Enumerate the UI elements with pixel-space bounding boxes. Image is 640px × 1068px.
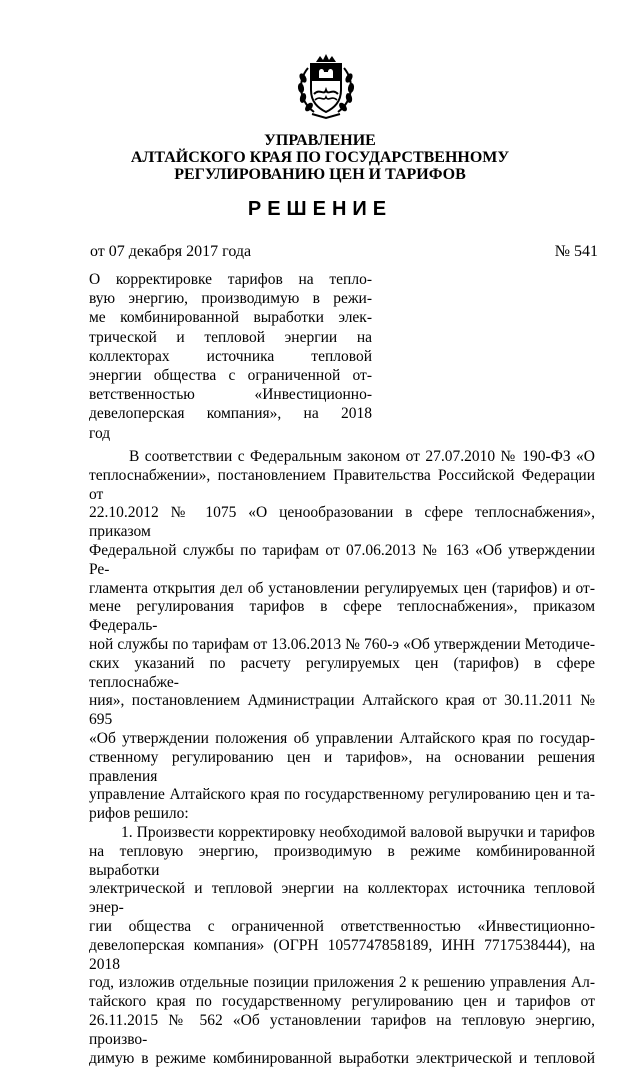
preamble-line: гламента открытия дел об установлении регулируемых цен (тарифов) и от- [89,580,595,599]
item-1-line: электрической и тепловой энергии на коллекторах источника тепловой энер- [89,880,595,918]
preamble-line: ских указаний по расчету регулируемых цен (тарифов) в сфере теплоснабже- [89,655,595,693]
preamble-line: Федеральной службы по тарифам от 07.06.2013 № 163 «Об утверждении Ре- [89,542,595,580]
document-date: от 07 декабря 2017 года [90,243,251,261]
preamble-line: В соответствии с Федеральным законом от 27.07.2010 № 190-ФЗ «О [89,448,595,467]
item-1-line: год, изложив отдельные позиции приложения 2 к решению управления Ал- [89,974,595,993]
subject-line: вую энергию, производимую в режи- [89,289,372,308]
item-1-line: гии общества с ограниченной ответственностью «Инвестиционно- [89,918,595,937]
item-1-line: 1. Произвести корректировку необходимой валовой выручки и тарифов [89,824,595,843]
preamble-line: мене регулирования тарифов в сфере теплоснабжения», приказом Федераль- [89,598,595,636]
item-1-line: тайского края по государственному регулированию цен и тарифов от [89,993,595,1012]
item-1-line: 26.11.2015 № 562 «Об установлении тарифов на тепловую энергию, произво- [89,1012,595,1050]
subject-line: девелоперская компания», на 2018 [89,404,372,423]
subject-line: ме комбинированной выработки элек- [89,308,372,327]
preamble-line: управление Алтайского края по государственному регулированию цен и та- [89,786,595,805]
issuer-line-3: РЕГУЛИРОВАНИЮ ЦЕН И ТАРИФОВ [0,166,640,183]
issuer-header [0,132,640,183]
issuer-line-1: УПРАВЛЕНИЕ [0,132,640,149]
preamble-line: ственному регулированию цен и тарифов», на основании решения правления [89,749,595,787]
preamble-line: ной службы по тарифам от 13.06.2013 № 760-э «Об утверждении Методиче- [89,636,595,655]
subject-line: О корректировке тарифов на тепло- [89,270,372,289]
document-body [89,448,595,1068]
preamble-line: теплоснабжении», постановлением Правительства Российской Федерации от [89,467,595,505]
altai-krai-coat-of-arms-icon [294,50,358,122]
preamble-line: рифов решило: [89,805,595,824]
subject-line: коллекторах источника тепловой [89,347,372,366]
document-subject [89,270,372,443]
subject-line: трической и тепловой энергии на [89,328,372,347]
preamble-line: ния», постановлением Администрации Алтайского края от 30.11.2011 № 695 [89,692,595,730]
preamble-line: «Об утверждении положения об управлении Алтайского края по государ- [89,730,595,749]
subject-line: год [89,424,372,443]
item-1-line: на тепловую энергию, производимую в режиме комбинированной выработки [89,843,595,881]
preamble-line: 22.10.2012 № 1075 «О ценообразовании в сфере теплоснабжения», приказом [89,504,595,542]
item-1-line: девелоперская компания» (ОГРН 1057747858189, ИНН 7717538444), на 2018 [89,937,595,975]
subject-line: энергии общества с ограниченной от- [89,366,372,385]
subject-line: ветственностью «Инвестиционно- [89,385,372,404]
item-1-line: димую в режиме комбинированной выработки электрической и тепловой [89,1050,595,1068]
document-number: № 541 [555,243,598,261]
issuer-line-2: АЛТАЙСКОГО КРАЯ ПО ГОСУДАРСТВЕННОМУ [0,149,640,166]
document-type-title: РЕШЕНИЕ [0,198,640,221]
